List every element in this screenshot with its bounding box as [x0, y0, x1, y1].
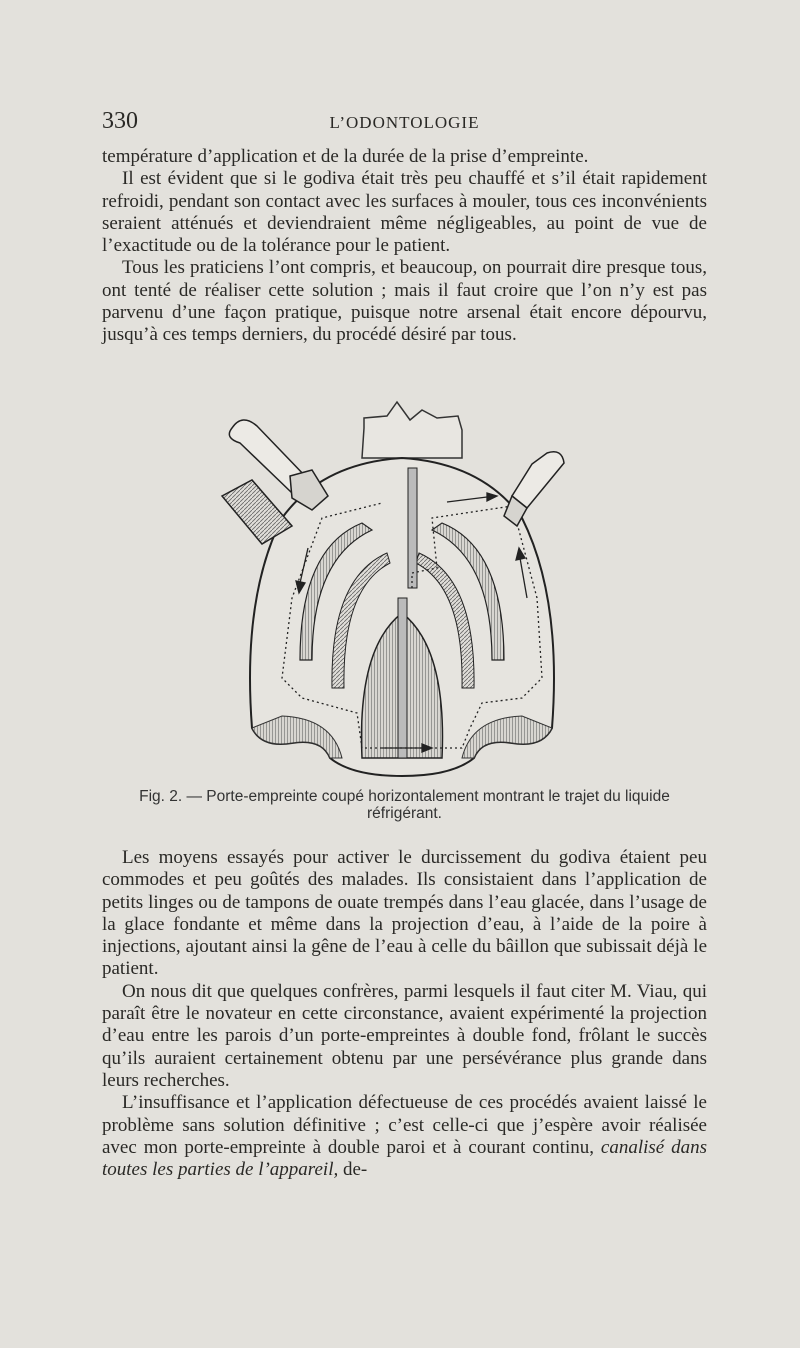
page-header: [102, 108, 707, 140]
porte-empreinte-illustration: [212, 398, 592, 780]
figure-caption: Fig. 2. — Porte-empreinte coupé horizontalement montrant le trajet du liquide réfrigérant.: [139, 788, 670, 822]
paragraph-text: de-: [343, 1159, 368, 1181]
paragraph-text: L’insuffisance et l’application défectueuse de ces procédés avaient laissé le problème sans solution définitive ; c’est celle-ci que j’espère avoir réalisée avec mon porte-empreinte à double paroi et à courant continu,: [102, 1092, 707, 1158]
text-block-top: [102, 146, 707, 347]
paragraph: température d’application et de la durée de la prise d’empreinte.: [102, 146, 589, 167]
paragraph: [102, 1092, 707, 1181]
paragraph: Les moyens essayés pour activer le durcissement du godiva étaient peu commodes et peu goûtés des malades. Ils consistaient dans l’application de petits linges ou de tampons de ouate trempés dans l’eau glacée, dans l’usage de la glace fondante et même dans la projection d’eau, à l’aide de la poire à injections, ajoutant ainsi la gêne de l’eau à celle du bâillon que subissait déjà le patient.: [102, 847, 707, 980]
paragraph: On nous dit que quelques confrères, parmi lesquels il faut citer M. Viau, qui paraît être le novateur en cette circonstance, avaient expérimenté la projection d’eau entre les parois d’un porte-empreintes à double fond, frôlant le succès qu’ils auraient certainement obtenu par une persévérance plus grande dans leurs recherches.: [102, 980, 707, 1091]
figure-porte-empreinte: [212, 398, 592, 780]
text-block-bottom: [102, 847, 707, 1181]
paragraph: Tous les praticiens l’ont compris, et beaucoup, on pourrait dire presque tous, ont tenté de réaliser cette solution ; mais il faut croire que l’on n’y est pas parvenu d’une façon pratique, puisque notre arsenal était encore dépourvu, jusqu’à ces temps derniers, du procédé désiré par tous.: [102, 257, 707, 346]
paragraph: Il est évident que si le godiva était très peu chauffé et s’il était rapidement refroidi, pendant son contact avec les surfaces à mouler, tous ces inconvénients seraient atténués et deviendraient même négligeables, au point de vue de l’exactitude ou de la tolérance pour le patient.: [102, 168, 707, 257]
page-number: 330: [102, 108, 138, 134]
running-title: L’ODONTOLOGIE: [329, 113, 480, 132]
italic-phrase: canalisé dans toutes les parties de l’appareil,: [102, 1136, 708, 1181]
